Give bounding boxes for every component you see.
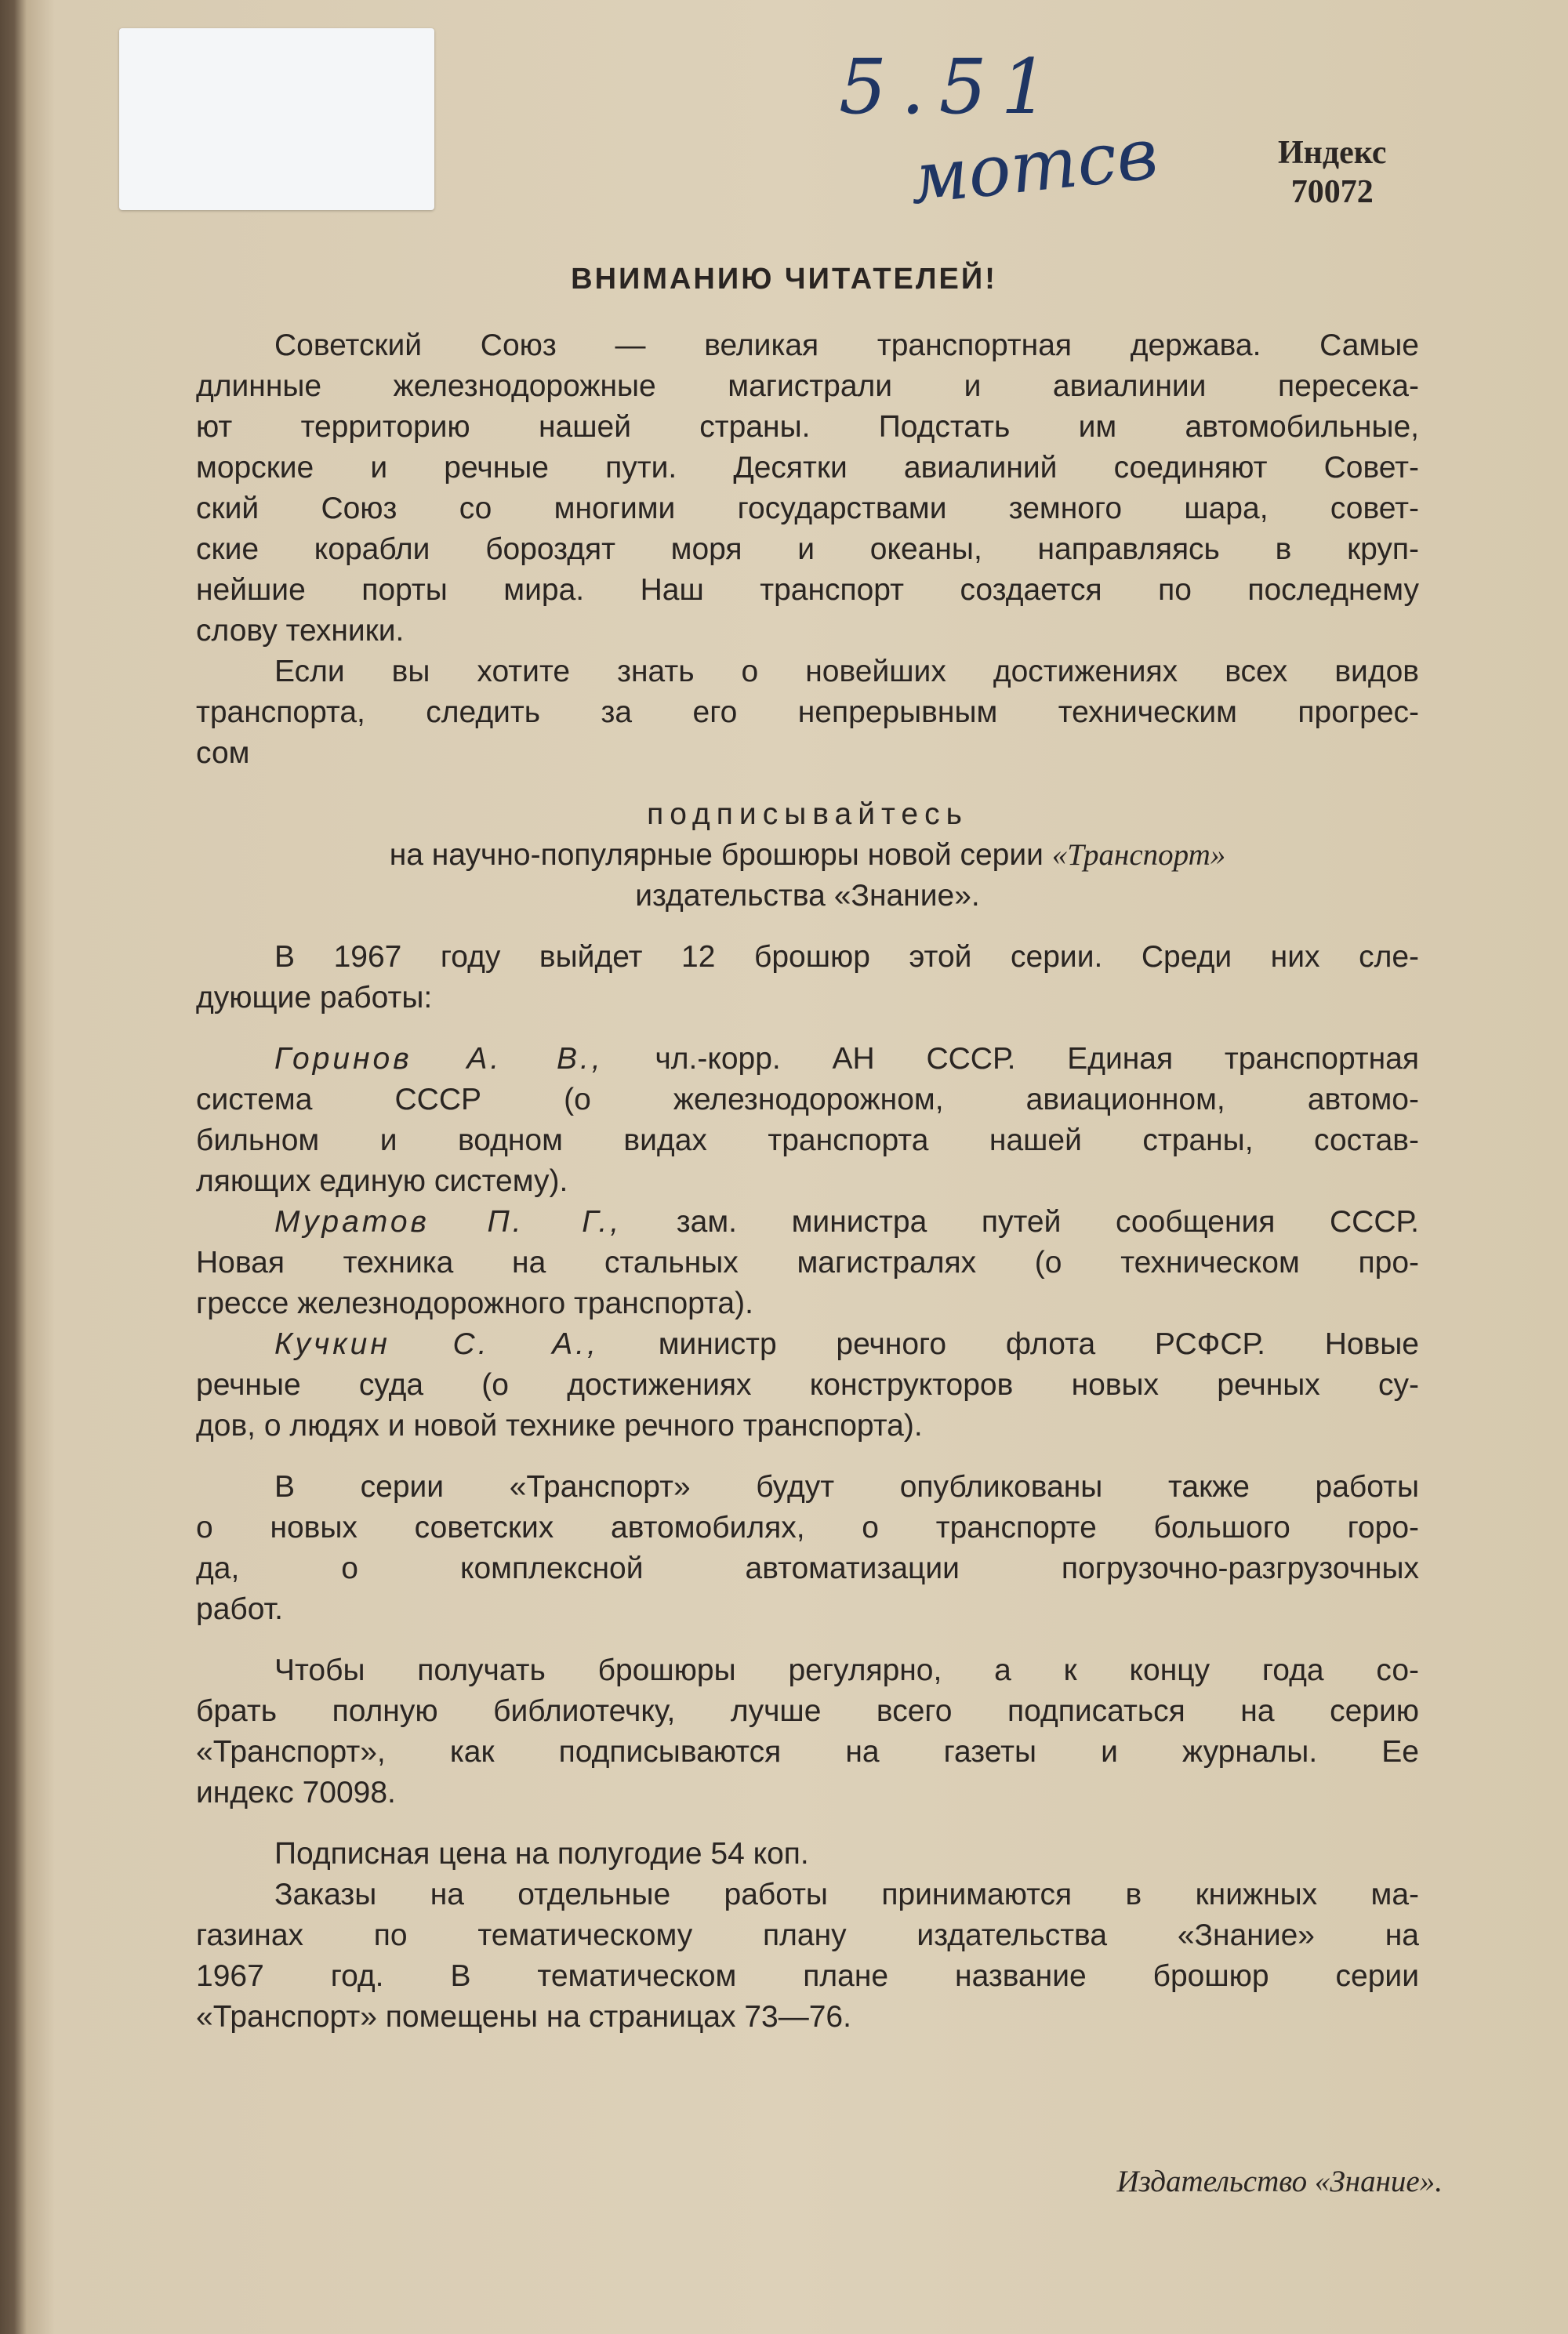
series-line — [196, 835, 1419, 876]
paragraph-line: слову техники. — [196, 614, 405, 648]
paragraph-line: В серии «Транспорт» будут опубликованы также работы — [274, 1470, 1419, 1504]
work-text: министр речного флота РСФСР. Новые — [598, 1327, 1419, 1361]
work-entry-line — [196, 1324, 1419, 1365]
work-entry-line: Новая техника на стальных магистралях (о техническом про- — [196, 1246, 1419, 1280]
spacer — [196, 1446, 1419, 1467]
work-entry-line: система СССР (о железнодорожном, авиационном, автомо- — [196, 1083, 1419, 1116]
paragraph-line: Если вы хотите знать о новейших достижениях всех видов — [274, 655, 1419, 688]
subscribe-call: подписывайтесь — [647, 797, 968, 831]
spacer — [196, 774, 1419, 794]
work-text: чл.-корр. АН СССР. Единая транспортная — [603, 1042, 1419, 1076]
publisher-line: издательства «Знание». — [635, 879, 980, 913]
paragraph-line: да, о комплексной автоматизации погрузочно-разгрузочных — [196, 1552, 1419, 1585]
index-block — [1278, 133, 1387, 212]
paragraph-line: брать полную библиотечку, лучше всего подписаться на серию — [196, 1694, 1419, 1728]
work-entry-line: бильном и водном видах транспорта нашей страны, состав- — [196, 1123, 1419, 1157]
paragraph-line: сом — [196, 736, 250, 770]
work-entry-line: дов, о людях и новой технике речного транспорта). — [196, 1409, 923, 1443]
paragraph-line: В 1967 году выйдет 12 брошюр этой серии. Среди них сле- — [274, 940, 1419, 974]
paragraph-line: Подписная цена на полугодие 54 коп. — [274, 1837, 809, 1871]
publisher-signature: Издательство «Знание». — [1116, 2165, 1443, 2198]
paragraph-line: Заказы на отдельные работы принимаются в книжных ма- — [274, 1878, 1419, 1911]
paragraph-line: дующие работы: — [196, 981, 433, 1015]
work-entry-line: речные суда (о достижениях конструкторов новых речных су- — [196, 1368, 1419, 1402]
paragraph-line: Чтобы получать брошюры регулярно, а к концу года со- — [274, 1653, 1419, 1687]
work-entry-line — [196, 1202, 1419, 1243]
paragraph-line: «Транспорт», как подписываются на газеты и журналы. Ее — [196, 1735, 1419, 1769]
paragraph-line: нейшие порты мира. Наш транспорт создается по последнему — [196, 573, 1419, 607]
author-name: Муратов П. Г., — [274, 1205, 622, 1239]
work-entry-line — [196, 1039, 1419, 1080]
paragraph-line: морские и речные пути. Десятки авиалиний соединяют Совет- — [196, 451, 1419, 485]
index-number: 70072 — [1290, 174, 1374, 210]
paragraph-line: работ. — [196, 1592, 283, 1626]
document-body — [196, 325, 1419, 2038]
spacer — [196, 917, 1419, 937]
page-title: ВНИМАНИЮ ЧИТАТЕЛЕЙ! — [571, 263, 997, 296]
series-text: на научно-популярные брошюры новой серии — [389, 838, 1052, 872]
handwritten-note: мотсв — [906, 112, 1162, 221]
paragraph-line: Советский Союз — великая транспортная держава. Самые — [274, 329, 1419, 362]
work-entry-line: грессе железнодорожного транспорта). — [196, 1287, 753, 1320]
paragraph-line: ский Союз со многими государствами земного шара, совет- — [196, 492, 1419, 525]
author-name: Горинов А. В., — [274, 1042, 604, 1076]
spacer — [196, 1630, 1419, 1650]
spacer — [196, 1813, 1419, 1834]
author-name: Кучкин С. А., — [274, 1327, 599, 1361]
spacer — [196, 1018, 1419, 1039]
handwritten-number: 5.51 — [839, 43, 1063, 131]
white-sticker — [119, 28, 434, 210]
paragraph-line: длинные железнодорожные магистрали и авиалинии пересека- — [196, 369, 1419, 403]
paragraph-line: ют территорию нашей страны. Подстать им автомобильные, — [196, 410, 1419, 444]
paragraph-line: газинах по тематическому плану издательства «Знание» на — [196, 1918, 1419, 1952]
work-entry-line: ляющих единую систему). — [196, 1164, 568, 1198]
paragraph-line: ские корабли бороздят моря и океаны, направляясь в круп- — [196, 532, 1419, 566]
paragraph-line: транспорта, следить за его непрерывным техническим прогрес- — [196, 695, 1419, 729]
index-label: Индекс — [1278, 135, 1387, 171]
paragraph-line: «Транспорт» помещены на страницах 73—76. — [196, 2000, 851, 2034]
paragraph-line: индекс 70098. — [196, 1776, 396, 1809]
series-name: «Транспорт» — [1051, 838, 1226, 872]
work-text: зам. министра путей сообщения СССР. — [622, 1205, 1419, 1239]
paragraph-line: о новых советских автомобилях, о транспорте большого горо- — [196, 1511, 1419, 1545]
paragraph-line: 1967 год. В тематическом плане название брошюр серии — [196, 1959, 1419, 1993]
